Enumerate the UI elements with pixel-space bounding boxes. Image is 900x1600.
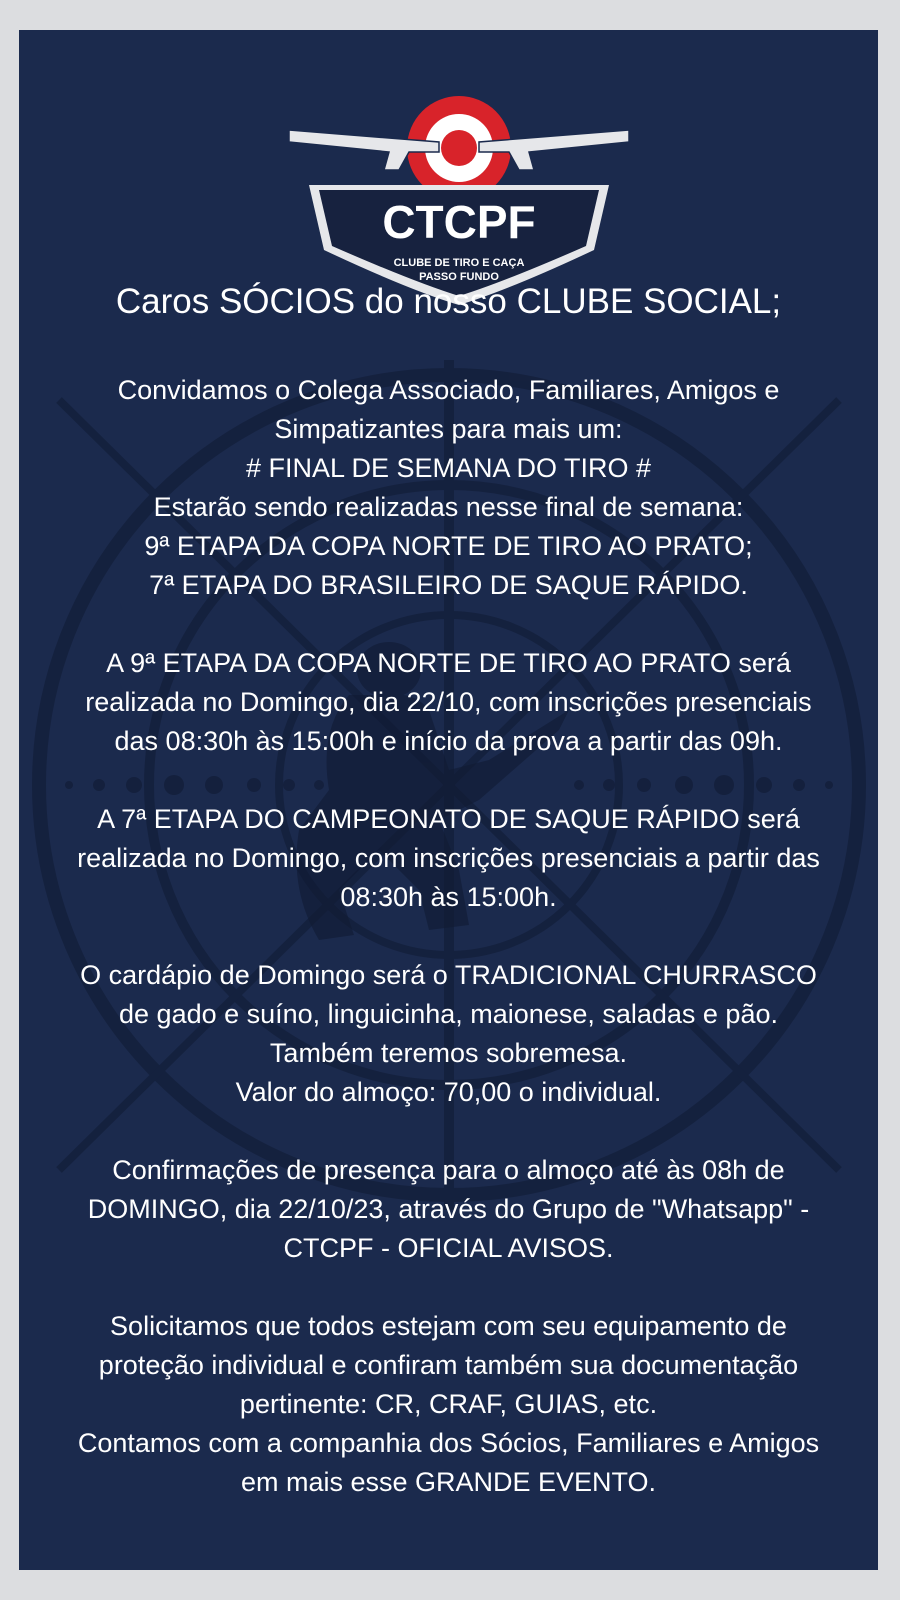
logo-name: CTCPF xyxy=(382,196,536,248)
text-line: 9ª ETAPA DA COPA NORTE DE TIRO AO PRATO; xyxy=(144,531,753,561)
text-line: realizada no Domingo, dia 22/10, com inscrições presenciais xyxy=(85,687,812,717)
text-line: Convidamos o Colega Associado, Familiares, Amigos e xyxy=(117,375,780,405)
text-line: Valor do almoço: 70,00 o individual. xyxy=(235,1077,662,1107)
text-line: 08:30h às 15:00h. xyxy=(340,882,557,912)
logo-subtitle-2: PASSO FUNDO xyxy=(419,271,499,283)
announcement-poster xyxy=(19,30,878,1570)
text-line: DOMINGO, dia 22/10/23, através do Grupo de "Whatsapp" - xyxy=(87,1194,810,1224)
text-line: A 9ª ETAPA DA COPA NORTE DE TIRO AO PRATO será xyxy=(106,648,791,678)
announcement-title: Caros SÓCIOS do nosso CLUBE SOCIAL; xyxy=(115,282,782,321)
text-line: CTCPF - OFICIAL AVISOS. xyxy=(283,1233,614,1263)
text-line: pertinente: CR, CRAF, GUIAS, etc. xyxy=(239,1389,658,1419)
ctcpf-logo xyxy=(289,90,629,310)
text-line: 7ª ETAPA DO BRASILEIRO DE SAQUE RÁPIDO. xyxy=(149,570,748,600)
text-line: Simpatizantes para mais um: xyxy=(274,414,623,444)
text-line: Também teremos sobremesa. xyxy=(269,1038,628,1068)
text-line: # FINAL DE SEMANA DO TIRO # xyxy=(245,453,652,483)
text-line: Confirmações de presença para o almoço até às 08h de xyxy=(112,1155,785,1185)
text-line: Solicitamos que todos estejam com seu equipamento de xyxy=(110,1311,787,1341)
text-line: Contamos com a companhia dos Sócios, Familiares e Amigos xyxy=(77,1428,820,1458)
text-line: realizada no Domingo, com inscrições presenciais a partir das xyxy=(77,843,820,873)
text-line: das 08:30h às 15:00h e início da prova a partir das 09h. xyxy=(114,726,783,756)
text-line: A 7ª ETAPA DO CAMPEONATO DE SAQUE RÁPIDO será xyxy=(97,804,800,834)
text-line: Estarão sendo realizadas nesse final de semana: xyxy=(153,492,744,522)
text-line: de gado e suíno, linguicinha, maionese, saladas e pão. xyxy=(119,999,778,1029)
text-line: O cardápio de Domingo será o TRADICIONAL CHURRASCO xyxy=(80,960,817,990)
text-line: proteção individual e confiram também sua documentação xyxy=(98,1350,799,1380)
text-line: em mais esse GRANDE EVENTO. xyxy=(240,1467,657,1497)
logo-subtitle-1: CLUBE DE TIRO E CAÇA xyxy=(393,257,525,269)
